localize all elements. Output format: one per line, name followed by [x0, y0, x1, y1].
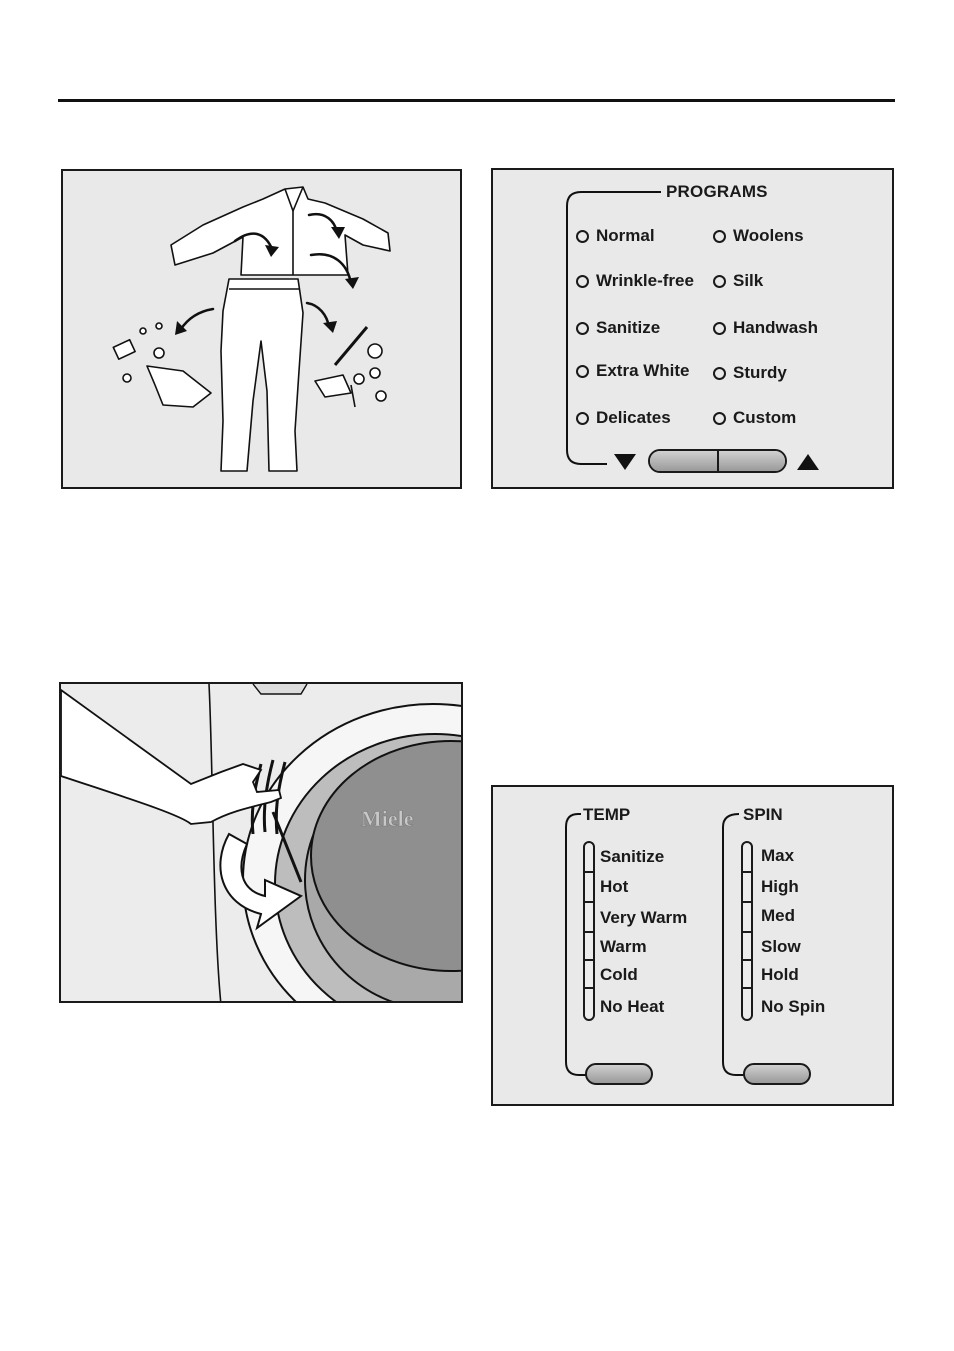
program-woolens[interactable]: Woolens: [713, 226, 804, 246]
indicator-light: [713, 275, 726, 288]
spin-bar-divider: [741, 871, 753, 873]
miele-logo: Miele: [361, 806, 414, 831]
spin-option-hold[interactable]: Hold: [761, 965, 799, 984]
clothing-items-drawing: [63, 171, 462, 489]
spin-option-max[interactable]: Max: [761, 846, 795, 865]
programs-title: PROGRAMS: [666, 182, 768, 201]
spin-option-med[interactable]: Med: [761, 906, 795, 925]
program-silk[interactable]: Silk: [713, 271, 763, 291]
indicator-light: [576, 322, 589, 335]
spin-bar-divider: [741, 901, 753, 903]
program-normal[interactable]: Normal: [576, 226, 655, 246]
temp-bar-divider: [583, 987, 595, 989]
temp-option-sanitize[interactable]: Sanitize: [600, 847, 665, 866]
program-delicates[interactable]: Delicates: [576, 408, 671, 428]
spin-option-no-spin[interactable]: No Spin: [761, 997, 826, 1016]
temp-option-very-warm[interactable]: Very Warm: [600, 908, 688, 927]
temp-button[interactable]: [585, 1063, 653, 1085]
spin-bar-divider: [741, 931, 753, 933]
program-next-button[interactable]: [717, 451, 786, 471]
arrow-up-icon: [797, 454, 819, 470]
door-drawing: [61, 684, 463, 1003]
indicator-light: [713, 322, 726, 335]
temp-option-cold[interactable]: Cold: [600, 965, 638, 984]
spin-option-slow[interactable]: Slow: [761, 937, 801, 956]
temp-bar-divider: [583, 931, 595, 933]
temp-option-no-heat[interactable]: No Heat: [600, 997, 665, 1016]
temp-spin-control-panel: [491, 785, 894, 1106]
spin-bar-divider: [741, 987, 753, 989]
temp-spin-brackets: [493, 787, 894, 1106]
indicator-light: [576, 275, 589, 288]
temp-title: TEMP: [583, 805, 631, 824]
spin-title: SPIN: [743, 805, 783, 824]
indicator-light: [576, 412, 589, 425]
arrow-down-icon: [614, 454, 636, 470]
header-rule: [58, 99, 895, 102]
indicator-light: [576, 230, 589, 243]
programs-bracket: [493, 170, 894, 489]
spin-button[interactable]: [743, 1063, 811, 1085]
indicator-light: [713, 230, 726, 243]
spin-bar-divider: [741, 959, 753, 961]
spin-option-high[interactable]: High: [761, 877, 799, 896]
programs-control-panel: [491, 168, 894, 489]
temp-bar-divider: [583, 901, 595, 903]
indicator-light: [713, 367, 726, 380]
indicator-light: [576, 365, 589, 378]
temp-option-warm[interactable]: Warm: [600, 937, 647, 956]
program-previous-button[interactable]: [650, 451, 717, 471]
temp-bar-divider: [583, 959, 595, 961]
program-custom[interactable]: Custom: [713, 408, 796, 428]
door-opening-illustration: [59, 682, 463, 1003]
program-handwash[interactable]: Handwash: [713, 318, 818, 338]
temp-option-hot[interactable]: Hot: [600, 877, 629, 896]
program-wrinkle-free[interactable]: Wrinkle-free: [576, 271, 694, 291]
program-sturdy[interactable]: Sturdy: [713, 363, 787, 383]
temp-bar-divider: [583, 871, 595, 873]
program-selector-button[interactable]: [648, 449, 787, 473]
empty-pockets-illustration: [61, 169, 462, 489]
program-extra-white[interactable]: Extra White: [576, 361, 690, 381]
program-sanitize[interactable]: Sanitize: [576, 318, 660, 338]
indicator-light: [713, 412, 726, 425]
